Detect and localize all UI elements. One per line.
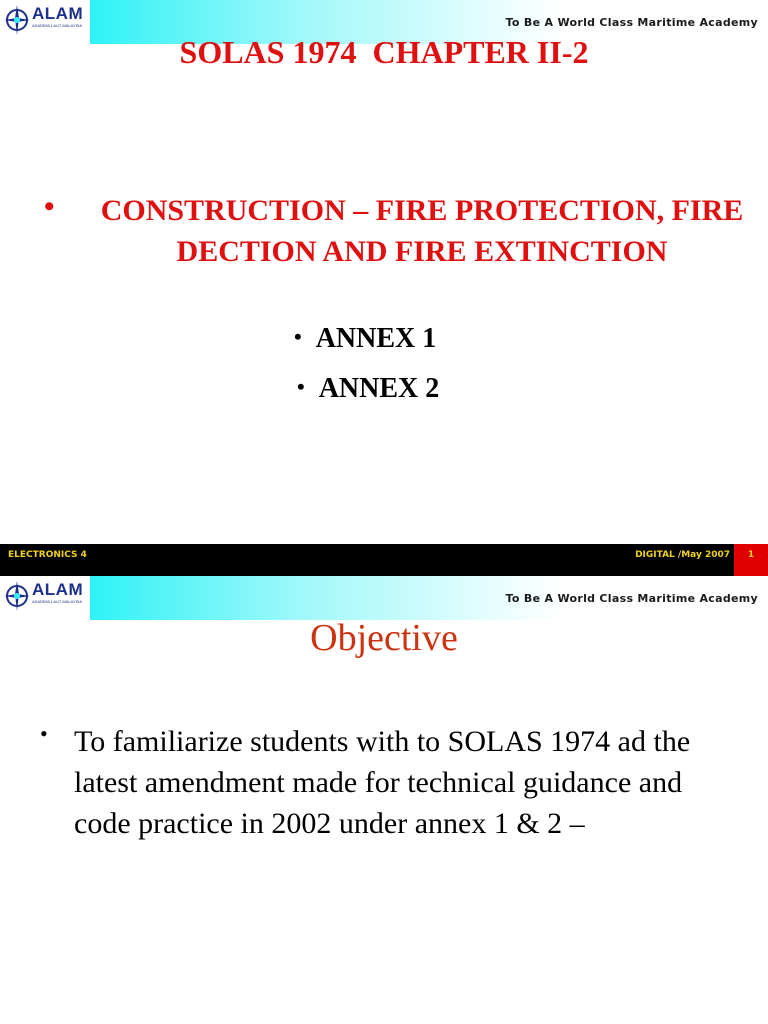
slide-footer [0, 544, 768, 576]
page-number-box [734, 544, 768, 576]
bullet-marker: • [40, 721, 48, 746]
bullet-marker: • [294, 324, 302, 349]
sub-bullet-annex-1 [294, 323, 436, 355]
compass-icon [2, 2, 32, 36]
header-tagline: To Be A World Class Maritime Academy [505, 16, 758, 29]
slide-title: Objective [310, 617, 458, 659]
alam-logo [0, 576, 90, 620]
footer-course: ELECTRONICS 4 [8, 550, 87, 560]
header-tagline: To Be A World Class Maritime Academy [505, 592, 758, 605]
sub-bullet-text: ANNEX 2 [318, 373, 440, 404]
logo-wordmark: ALAM [32, 4, 84, 23]
bullet-marker: • [297, 374, 305, 399]
logo-subtext: AKADEMI LAUT MALAYSIA [32, 599, 83, 604]
slide-header [0, 576, 768, 620]
logo-wordmark: ALAM [32, 580, 84, 599]
page-number: 1 [747, 550, 755, 560]
footer-date: DIGITAL /May 2007 [635, 550, 730, 560]
main-bullet-text: CONSTRUCTION – FIRE PROTECTION, FIRE DECTION AND FIRE EXTINCTION [100, 194, 744, 268]
sub-bullet-text: ANNEX 1 [315, 323, 437, 354]
compass-icon [2, 578, 32, 612]
logo-subtext: AKADEMI LAUT MALAYSIA [32, 23, 83, 28]
slide-title: SOLAS 1974 CHAPTER II-2 [179, 34, 589, 70]
slide-2 [0, 576, 768, 1024]
bullet-marker: • [44, 190, 55, 223]
objective-text: To familiarize students with to SOLAS 1974 ad the latest amendment made for technical guidance and code practice in 2002 under annex 1 & 2 – [74, 725, 691, 840]
sub-bullet-annex-2 [297, 373, 439, 405]
